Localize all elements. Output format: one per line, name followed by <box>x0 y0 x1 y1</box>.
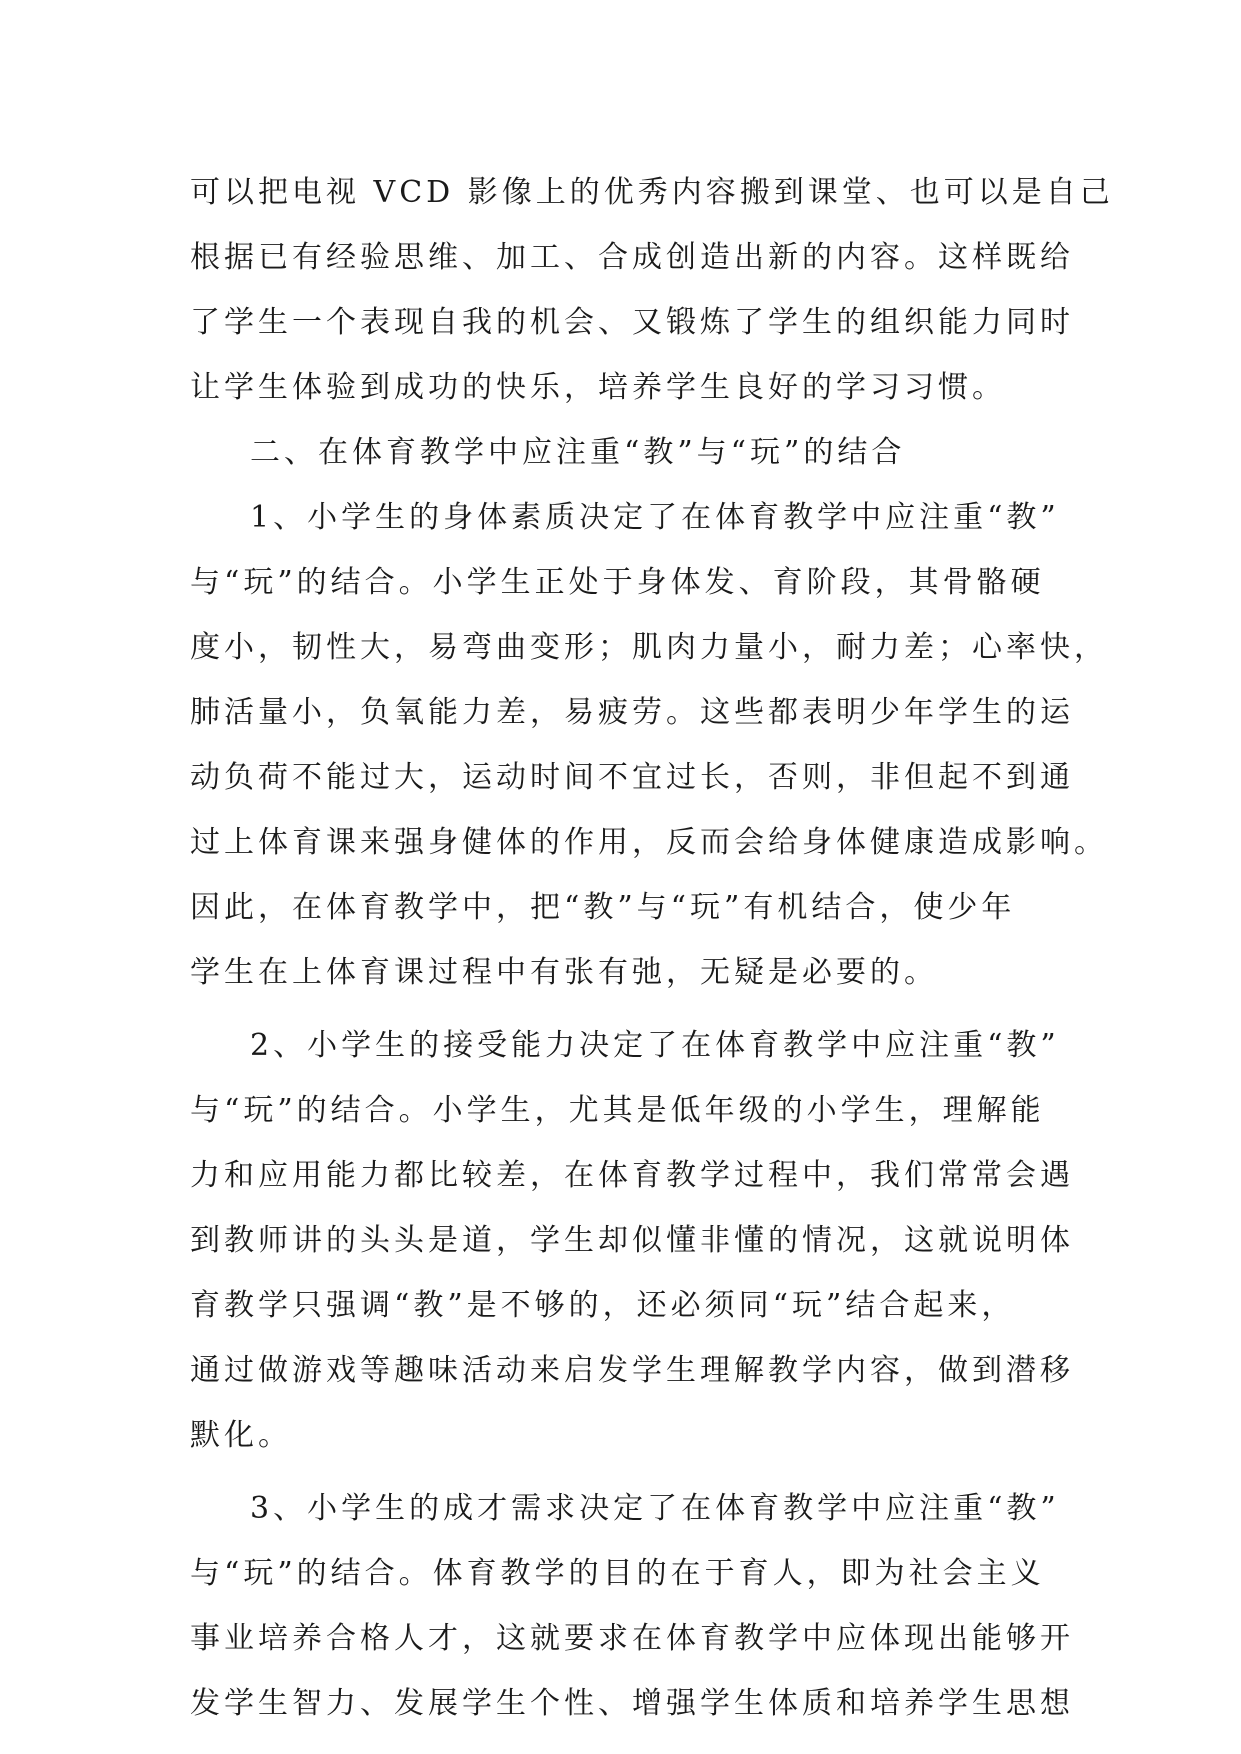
text-line: 到教师讲的头头是道，学生却似懂非懂的情况，这就说明体 <box>190 1223 1074 1258</box>
text-line: 肺活量小，负氧能力差，易疲劳。这些都表明少年学生的运 <box>190 695 1074 730</box>
text-line: 过上体育课来强身健体的作用，反而会给身体健康造成影响。 <box>190 825 1108 860</box>
text-line: 与“玩”的结合。小学生，尤其是低年级的小学生，理解能 <box>190 1093 1045 1128</box>
text-line: 了学生一个表现自我的机会、又锻炼了学生的组织能力同时 <box>190 305 1074 340</box>
text-line: 让学生体验到成功的快乐，培养学生良好的学习习惯。 <box>190 370 1006 405</box>
text-line: 默化。 <box>190 1418 292 1453</box>
paragraph-start: 1、小学生的身体素质决定了在体育教学中应注重“教” <box>250 500 1060 535</box>
text-line: 度小，韧性大，易弯曲变形；肌肉力量小，耐力差；心率快， <box>190 630 1108 665</box>
text-line: 与“玩”的结合。小学生正处于身体发、育阶段，其骨骼硬 <box>190 565 1045 600</box>
section-heading: 二、在体育教学中应注重“教”与“玩”的结合 <box>250 435 906 470</box>
paragraph-start: 3、小学生的成才需求决定了在体育教学中应注重“教” <box>250 1491 1060 1526</box>
text-line: 可以把电视 VCD 影像上的优秀内容搬到课堂、也可以是自己 <box>190 175 1114 210</box>
text-line: 育教学只强调“教”是不够的，还必须同“玩”结合起来， <box>190 1288 1016 1323</box>
text-line: 力和应用能力都比较差，在体育教学过程中，我们常常会遇 <box>190 1158 1074 1193</box>
text-line: 因此，在体育教学中，把“教”与“玩”有机结合，使少年 <box>190 890 1016 925</box>
text-line: 发学生智力、发展学生个性、增强学生体质和培养学生思想 <box>190 1686 1074 1721</box>
text-line: 动负荷不能过大，运动时间不宜过长，否则，非但起不到通 <box>190 760 1074 795</box>
text-line: 学生在上体育课过程中有张有弛，无疑是必要的。 <box>190 955 938 990</box>
text-line: 根据已有经验思维、加工、合成创造出新的内容。这样既给 <box>190 240 1074 275</box>
body-text <box>190 160 1114 1736</box>
text-line: 通过做游戏等趣味活动来启发学生理解教学内容，做到潜移 <box>190 1353 1074 1388</box>
paragraph-start: 2、小学生的接受能力决定了在体育教学中应注重“教” <box>250 1028 1060 1063</box>
text-line: 事业培养合格人才，这就要求在体育教学中应体现出能够开 <box>190 1621 1074 1656</box>
text-line: 与“玩”的结合。体育教学的目的在于育人，即为社会主义 <box>190 1556 1045 1591</box>
